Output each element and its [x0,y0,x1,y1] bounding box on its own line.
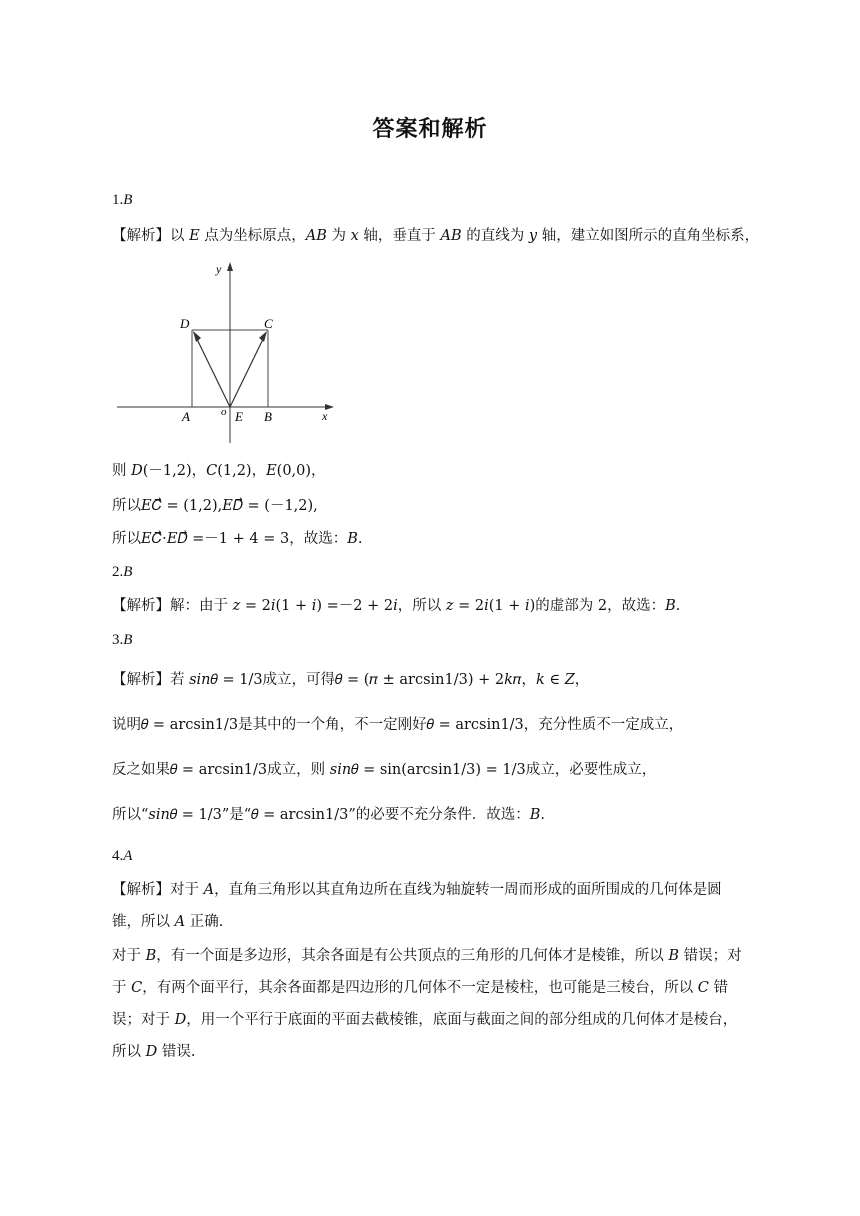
q3-header [112,630,132,650]
vector-ED [194,333,230,407]
label-C: C [264,316,273,331]
q3-line-3: 反之如果𝜃 = arcsin1/3成立，则 𝑠𝑖𝑛𝜃 = sin(arcsin1/3) = 1/3成立，必要性成立， [112,762,657,778]
label-y: y [216,262,222,276]
q4-header [112,846,132,866]
q1-line-2: 所以𝐸𝐶⃗ = (1,2),𝐸𝐷⃗ = (－1,2), [112,498,318,514]
q4-number: 4. [112,848,124,864]
q1-answer: B [123,192,133,208]
q3-line-1: 【解析】若 𝑠𝑖𝑛𝜃 = 1/3成立，可得𝜃 = (𝜋 ± arcsin1/3) + 2𝑘𝜋，𝑘 ∈ 𝑍， [112,672,590,688]
q2-header [112,562,132,582]
vector-EC-arrowhead [259,331,267,342]
vector-EC [230,333,266,407]
q2-answer: B [123,564,133,580]
label-E: E [235,409,243,424]
label-A: A [182,409,190,424]
q3-number: 3. [112,632,124,648]
q4-paragraph-1: 【解析】对于 𝐴，直角三角形以其直角边所在直线为轴旋转一周而形成的面所围成的几何体是圆锥，所以 𝐴 正确. [112,882,722,930]
q1-analysis: 【解析】以 𝐸 点为坐标原点，𝐴𝐵 为 𝑥 轴，垂直于 𝐴𝐵 的直线为 𝑦 轴，建立如图所示的直角坐标系， [112,228,760,244]
y-axis-arrow [227,262,233,271]
q1-line-1: 则 𝐷(－1,2)，𝐶(1,2)，𝐸(0,0)， [112,463,326,479]
q1-number: 1. [112,192,124,208]
q1-line-3: 所以𝐸𝐶⃗⋅𝐸𝐷⃗ =－1 + 4 = 3，故选：𝐵. [112,531,363,547]
q2-analysis: 【解析】解：由于 𝑧 = 2𝑖(1 + 𝑖) =－2 + 2𝑖，所以 𝑧 = 2𝑖(1 + 𝑖)的虚部为 2，故选：𝐵. [112,598,681,614]
label-origin: o [221,406,227,418]
label-x: x [322,409,328,423]
label-B: B [264,409,272,424]
vector-ED-arrowhead [193,331,201,342]
q1-coordinate-figure [112,258,342,448]
q2-number: 2. [112,564,124,580]
q4-answer: A [123,848,133,864]
q3-line-4: 所以“𝑠𝑖𝑛𝜃 = 1/3”是“𝜃 = arcsin1/3”的必要不充分条件．故选：𝐵. [112,807,545,823]
q3-answer: B [123,632,133,648]
q1-header [112,190,132,210]
q3-line-2: 说明𝜃 = arcsin1/3是其中的一个角，不一定刚好𝜃 = arcsin1/3，充分性质不一定成立， [112,717,684,733]
label-D: D [180,316,190,331]
q4-paragraph-2: 对于 𝐵，有一个面是多边形，其余各面是有公共顶点的三角形的几何体才是棱锥，所以 𝐵 错误；对于 𝐶，有两个面平行，其余各面都是四边形的几何体不一定是棱柱，也可能是三棱台，所以 𝐶 错误；对于 𝐷，用一个平行于底面的平面去截棱锥，底面与截面之间的部分组成的几何体才是棱台，所以 𝐷 错误. [112,948,742,1060]
page-title: 答案和解析 [372,117,488,142]
